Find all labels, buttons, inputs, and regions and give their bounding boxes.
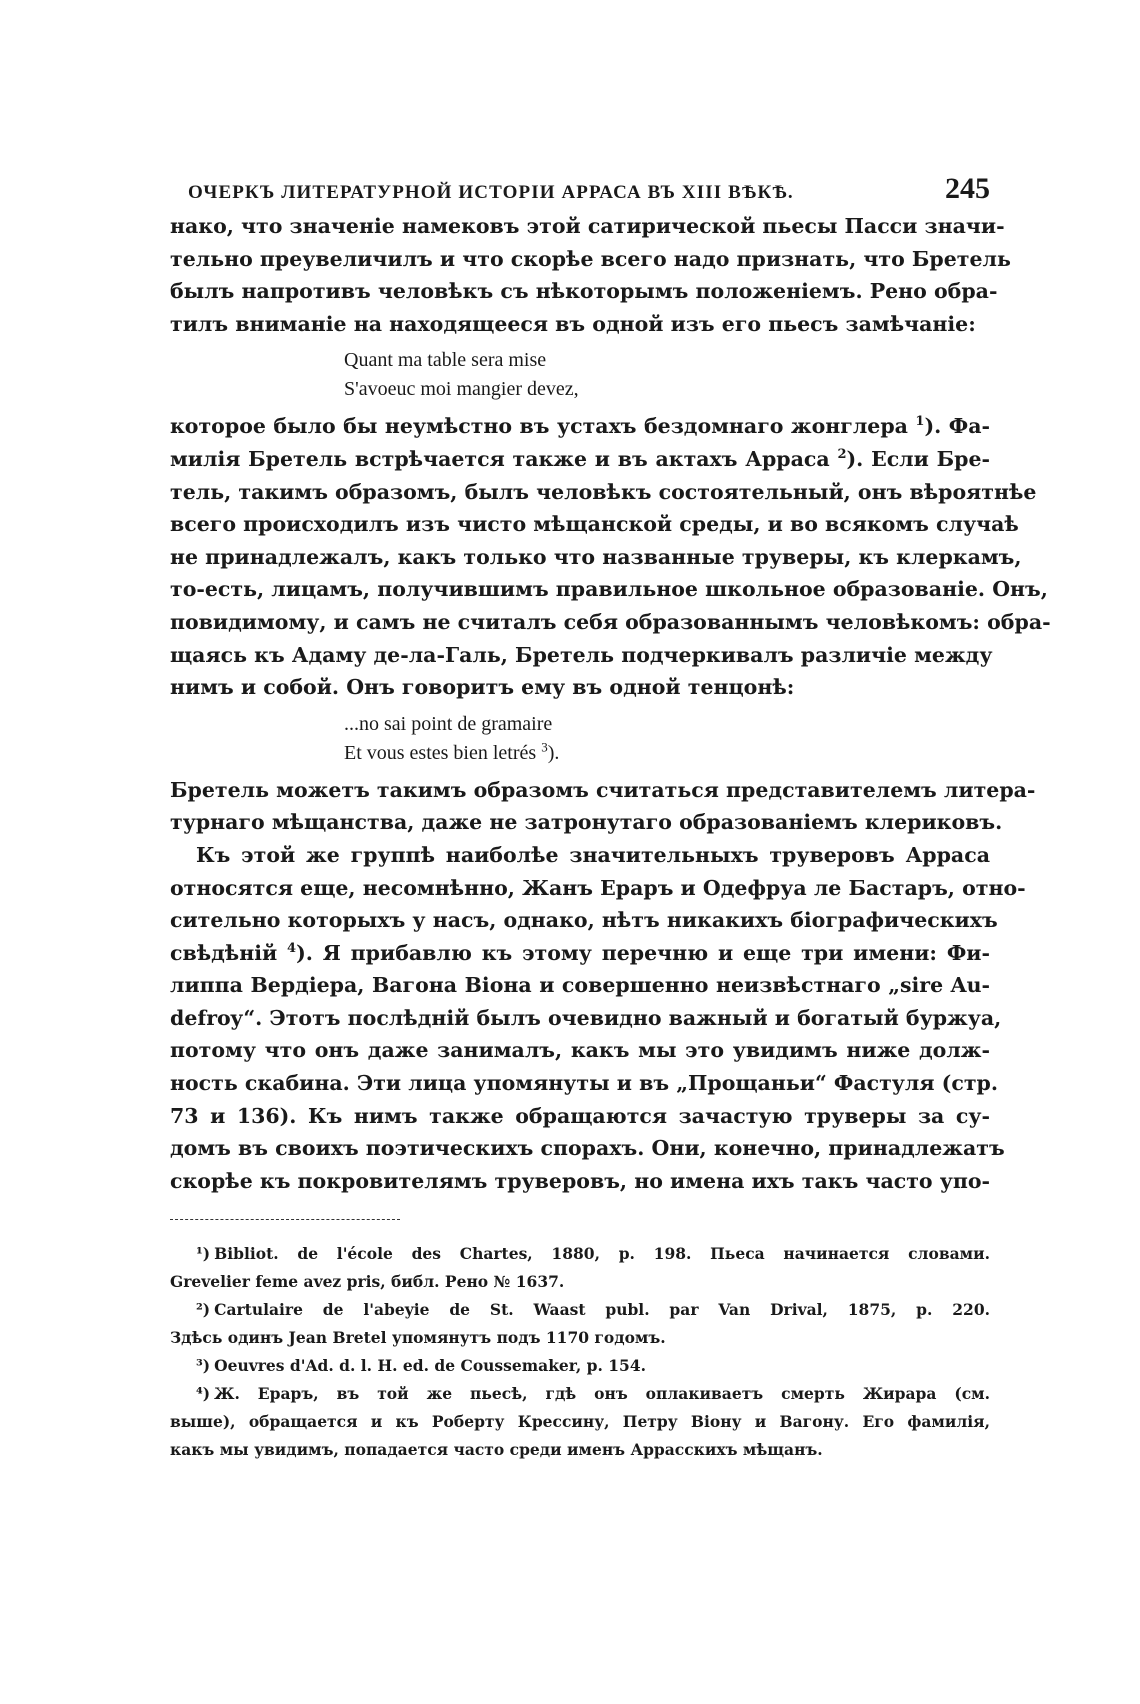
text-line: тельно преувеличилъ и что скорѣе всего надо признать, что Бретель	[170, 246, 1011, 271]
text-line: былъ напротивъ человѣкъ съ нѣкоторымъ положеніемъ. Рено обра-	[170, 279, 998, 304]
footnotes	[170, 1240, 990, 1464]
footnote-ref[interactable]: 3	[541, 739, 548, 755]
text-line: не принадлежалъ, какъ только что названные труверы, къ клеркамъ,	[170, 544, 1022, 569]
footnote-line: ¹) Bibliot. de l'école des Chartes, 1880, p. 198. Пьеса начинается словами.	[196, 1244, 990, 1264]
text-line: липпа Вердіера, Вагона Віона и совершенно неизвѣстнаго „sire Au-	[170, 973, 990, 998]
paragraph-3	[170, 774, 1036, 839]
text-line: милія Бретель встрѣчается также и въ актахъ Арраса $^2$). Если Бре-	[170, 446, 991, 471]
footnote-label: ¹)	[196, 1244, 211, 1264]
footnote-1	[170, 1240, 990, 1296]
text-line: сительно которыхъ у насъ, однако, нѣтъ никакихъ біографическихъ	[170, 908, 998, 933]
text-line: тель, такимъ образомъ, былъ человѣкъ состоятельный, онъ вѣроятнѣе	[170, 479, 1037, 504]
footnote-4	[170, 1380, 990, 1464]
verse-line: Quant ma table sera mise	[344, 349, 547, 372]
text-line: турнаго мѣщанства, даже не затронутаго образованіемъ клериковъ.	[170, 810, 1003, 835]
text-line: 73 и 136). Къ нимъ также обращаются зачастую труверы за су-	[170, 1103, 990, 1128]
verse-quote-2	[170, 710, 990, 768]
running-head	[170, 160, 990, 204]
text-line: Бретель можетъ такимъ образомъ считаться представителемъ литера-	[170, 777, 1036, 802]
footnote-line: Grevelier feme avez pris, библ. Рено № 1637.	[170, 1272, 565, 1292]
footnote-line: какъ мы увидимъ, попадается часто среди именъ Аррасскихъ мѣщанъ.	[170, 1440, 823, 1460]
footnote-label: ⁴)	[196, 1384, 211, 1404]
text-line: тилъ вниманіе на находящееся въ одной изъ его пьесъ замѣчаніе:	[170, 311, 976, 336]
footnote-label: ²)	[196, 1300, 211, 1320]
text-line: нимъ и собой. Онъ говоритъ ему въ одной тенцонѣ:	[170, 675, 795, 700]
text-line: то-есть, лицамъ, получившимъ правильное школьное образованіе. Онъ,	[170, 577, 1048, 602]
text-line: повидимому, и самъ не считалъ себя образованнымъ человѣкомъ: обра-	[170, 609, 1051, 634]
text-line: всего происходилъ изъ чисто мѣщанской среды, и во всякомъ случаѣ	[170, 512, 1019, 537]
text-line: нако, что значеніе намековъ этой сатирической пьесы Пасси значи-	[170, 214, 1005, 238]
text-line: скорѣе къ покровителямъ труверовъ, но имена ихъ такъ часто упо-	[170, 1168, 991, 1193]
text-line: свѣдѣній $^4$). Я прибавлю къ этому перечню и еще три имени: Фи-	[170, 940, 990, 965]
paragraph-2	[170, 410, 1051, 703]
text-line: потому что онъ даже занималъ, какъ мы это увидимъ ниже долж-	[170, 1038, 990, 1063]
text-line: относятся еще, несомнѣнно, Жанъ Ераръ и Одефруа ле Бастаръ, отно-	[170, 875, 1026, 900]
footnote-line: выше), обращается и къ Роберту Крессину, Петру Віону и Вагону. Его фамилія,	[170, 1412, 990, 1432]
verse-line: ...no sai point de gramaire	[344, 712, 553, 735]
page-number: 245	[945, 172, 990, 205]
verse-line: S'avoeuc moi mangier devez,	[344, 378, 579, 401]
text-line: щаясь къ Адаму де-ла-Галь, Бретель подчеркивалъ различіе между	[170, 642, 993, 667]
verse-line: Et vous estes bien letrés $^3$).	[344, 739, 560, 764]
footnote-line: Здѣсь одинъ Jean Bretel упомянутъ подъ 1170 годомъ.	[170, 1328, 666, 1348]
text-line: Къ этой же группѣ наиболѣе значительныхъ труверовъ Арраса	[196, 842, 990, 867]
book-page	[170, 160, 1051, 1464]
footnote-label: ³)	[196, 1356, 211, 1376]
text-line: ность скабина. Эти лица упомянуты и въ „Прощаньи“ Фастуля (стр.	[170, 1071, 999, 1096]
text-line: домъ въ своихъ поэтическихъ спорахъ. Они, конечно, принадлежатъ	[170, 1136, 1005, 1161]
paragraph-1	[170, 210, 1011, 340]
footnote-ref[interactable]: 2	[837, 447, 847, 463]
footnote-ref[interactable]: 1	[915, 414, 925, 430]
verse-quote-1	[170, 346, 990, 404]
footnote-2	[170, 1296, 990, 1352]
footnote-divider	[170, 1219, 400, 1220]
text-line: которое было бы неумѣстно въ устахъ бездомнаго жонглера $^1$). Фа-	[170, 414, 991, 439]
running-title: ОЧЕРКЪ ЛИТЕРАТУРНОЙ ИСТОРІИ АРРАСА ВЪ XIII ВѢКѢ.	[188, 182, 794, 203]
footnote-line: ³) Oeuvres d'Ad. d. l. H. ed. de Coussemaker, p. 154.	[196, 1356, 647, 1376]
paragraph-4	[170, 839, 1026, 1198]
text-line: defroy“. Этотъ послѣдній былъ очевидно важный и богатый буржуа,	[170, 1005, 1002, 1030]
footnote-ref[interactable]: 4	[287, 940, 297, 956]
footnote-line: ²) Cartulaire de l'abeyie de St. Waast publ. par Van Drival, 1875, p. 220.	[196, 1300, 990, 1320]
footnote-3	[170, 1352, 990, 1380]
footnote-line: ⁴) Ж. Ераръ, въ той же пьесѣ, гдѣ онъ оплакиваетъ смерть Жирара (см.	[196, 1384, 990, 1404]
